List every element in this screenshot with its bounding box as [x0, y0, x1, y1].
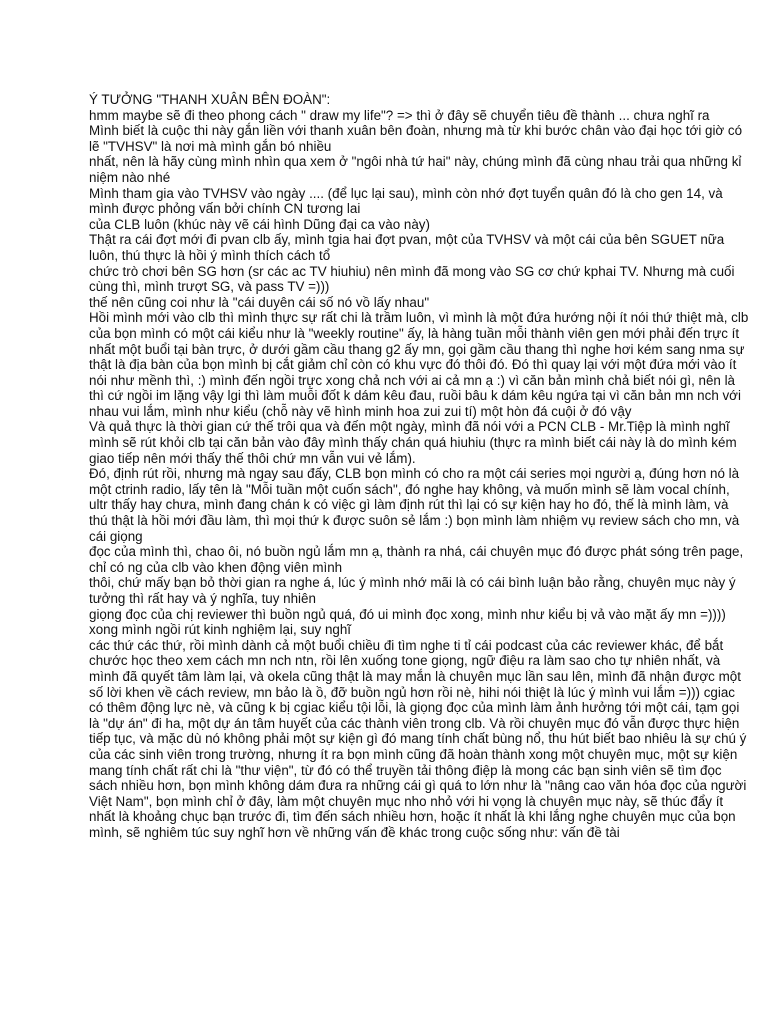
paragraph: Hồi mình mới vào clb thì mình thực sự rất chi là trầm luôn, vì mình là một đứa hướng nội ít nói thứ thiệt mà, clb của bọn mình có một cái kiểu như là "weekly routine" ấy, là hàng tuần mỗi thành viên gen mới phải đến trực ít nhất một buổi tại bàn trực, ở dưới gầm cầu thang g2 ấy mn, gọi gầm cầu thang thì nghe hơi kém sang nma sự thật là địa bàn của bọn mình bị cắt giảm chỉ còn có khu vực đó thôi đó. Đó thì quay lại với một đứa mới vào ít nói như mềnh thì, :) mình đến ngồi trực xong chả nch với ai cả mn ạ :) vì căn bản mình chả biết nói gì, nên là thì cứ ngồi im lặng vậy lgi thì làm muỗi đốt k dám kêu đau, ruồi bâu k dám kêu ngứa tại vì căn bản mn nch với nhau vui lắm, mình như kiểu (chỗ này vẽ hình minh hoa zui zui tí) một hòn đá cuội ở đó vậy: [89, 310, 749, 419]
paragraph: giọng đọc của chị reviewer thì buồn ngủ quá, đó ui mình đọc xong, mình như kiểu bị vả vào mặt ấy mn =)))) xong mình ngồi rút kinh nghiệm lại, suy nghĩ: [89, 606, 726, 638]
paragraph: nhất, nên là hãy cùng mình nhìn qua xem ở "ngôi nhà tứ hai" này, chúng mình đã cùng nhau trải qua những kỉ niệm nào nhé: [89, 154, 742, 185]
paragraph: chức trò chơi bên SG hơn (sr các ac TV hiuhiu) nên mình đã mong vào SG cơ chứ kphai TV. Nhưng mà cuối cùng thì, mình trượt SG, và pass TV =))): [89, 263, 735, 295]
paragraph: Và quả thực là thời gian cứ thế trôi qua và đến một ngày, mình đã nói với a PCN CLB - Mr.Tiệp là mình nghĩ mình sẽ rút khỏi clb tại căn bản vào đây mình thấy chán quá hiuhiu (thực ra mình biết cái này là do mình kém giao tiếp nên mới thấy thế thôi chứ mn vẫn vui vẻ lắm).: [89, 419, 737, 466]
paragraph: thế nên cũng coi như là "cái duyên cái số nó vồ lấy nhau": [89, 294, 430, 310]
paragraph: Đó, định rút rồi, nhưng mà ngay sau đấy, CLB bọn mình có cho ra một cái series mọi người ạ, đúng hơn nó là một ctrinh radio, lấy tên là "Mỗi tuần một cuốn sách", đó nghe hay không, và muốn mình sẽ làm vocal chính, ultr thấy hay chưa, mình đang chán k có việc gì làm định rút thì lại có sự kiện hay ho đó, thế là mình làm, và thú thật là hồi mới đầu làm, thì mọi thứ k được suôn sẻ lắm :) bọn mình làm nhiệm vụ review sách cho mn, và cái giọng: [89, 466, 740, 544]
paragraph: đọc của mình thì, chao ôi, nó buồn ngủ lắm mn ạ, thành ra nhá, cái chuyên mục đó được phát sóng trên page, chỉ có ng của clb vào khen động viên mình: [89, 544, 744, 575]
document-body: [89, 92, 749, 841]
paragraph: hmm maybe sẽ đi theo phong cách " draw my life"? => thì ở đây sẽ chuyển tiêu đề thành ... chưa nghĩ ra: [89, 107, 710, 123]
paragraph: Thật ra cái đợt mới đi pvan clb ấy, mình tgia hai đợt pvan, một của TVHSV và một cái của bên SGUET nữa luôn, thú thực là hồi ý mình thích cách tổ: [89, 232, 725, 263]
paragraph: của CLB luôn (khúc này vẽ cái hình Dũng đại ca vào này): [89, 216, 430, 232]
paragraph: Mình biết là cuộc thi này gắn liền với thanh xuân bên đoàn, nhưng mà từ khi bước chân vào đại học tới giờ có lẽ "TVHSV" là nơi mà mình gắn bó nhiều: [89, 123, 743, 154]
paragraph: Mình tham gia vào TVHSV vào ngày .... (để lục lại sau), mình còn nhớ đợt tuyển quân đó là cho gen 14, và mình được phỏng vấn bởi chính CN tương lai: [89, 185, 723, 217]
document-title: Ý TƯỞNG "THANH XUÂN BÊN ĐOÀN":: [89, 92, 331, 107]
paragraph: thôi, chứ mấy bạn bỏ thời gian ra nghe á, lúc ý mình nhớ mãi là có cái bình luận bảo rằng, chuyên mục này ý tưởng thì rất hay và ý nghĩa, tuy nhiên: [89, 575, 736, 606]
paragraph: các thứ các thứ, rồi mình dành cả một buổi chiều đi tìm nghe ti tỉ cái podcast của các reviewer khác, để bắt chước học theo xem cách mn nch ntn, rồi lên xuống tone giọng, ngữ điệu ra làm sao cho tự nhiên nhất, và mình đã quyết tâm làm lại, và okela cũng thật là may mắn là chuyên mục lần sau lên, mình đã nhận được một số lời khen về cách review, mn bảo là ồ, đỡ buồn ngủ hơn rồi nè, hihi nói thiệt là lúc ý mình vui lắm =))) cgiac có thêm động lực nè, và cũng k bị cgiac kiểu tội lỗi, là giọng đọc của mình làm ảnh hưởng tới một cái, tạm gọi là "dự án" đi ha, một dự án tâm huyết của các thành viên trong clb. Và rồi chuyên mục đó vẫn được thực hiện tiếp tục, và mặc dù nó không phải một sự kiện gì đó mang tính chất bùng nổ, thu hút biết bao nhiêu là sự chú ý của các sinh viên trong trường, nhưng ít ra bọn mình cũng đã hoàn thành xong một chuyên mục, một sự kiện mang tính chất rất chi là "thư viện", từ đó có thể truyền tải thông điệp là mong các bạn sinh viên sẽ tìm đọc sách nhiều hơn, bọn mình không dám đưa ra những cái gì quá to lớn như là "nâng cao văn hóa đọc của người Việt Nam", bọn mình chỉ ở đây, làm một chuyên mục nho nhỏ với hi vọng là chuyên mục này, sẽ thúc đẩy ít nhất là khoảng chục bạn trước đi, tìm đến sách nhiều hơn, hoặc ít nhất là khi lắng nghe chuyên mục của bọn mình, sẽ nghiêm túc suy nghĩ hơn về những vấn đề khác trong cuộc sống như: vấn đề tài: [89, 637, 747, 840]
